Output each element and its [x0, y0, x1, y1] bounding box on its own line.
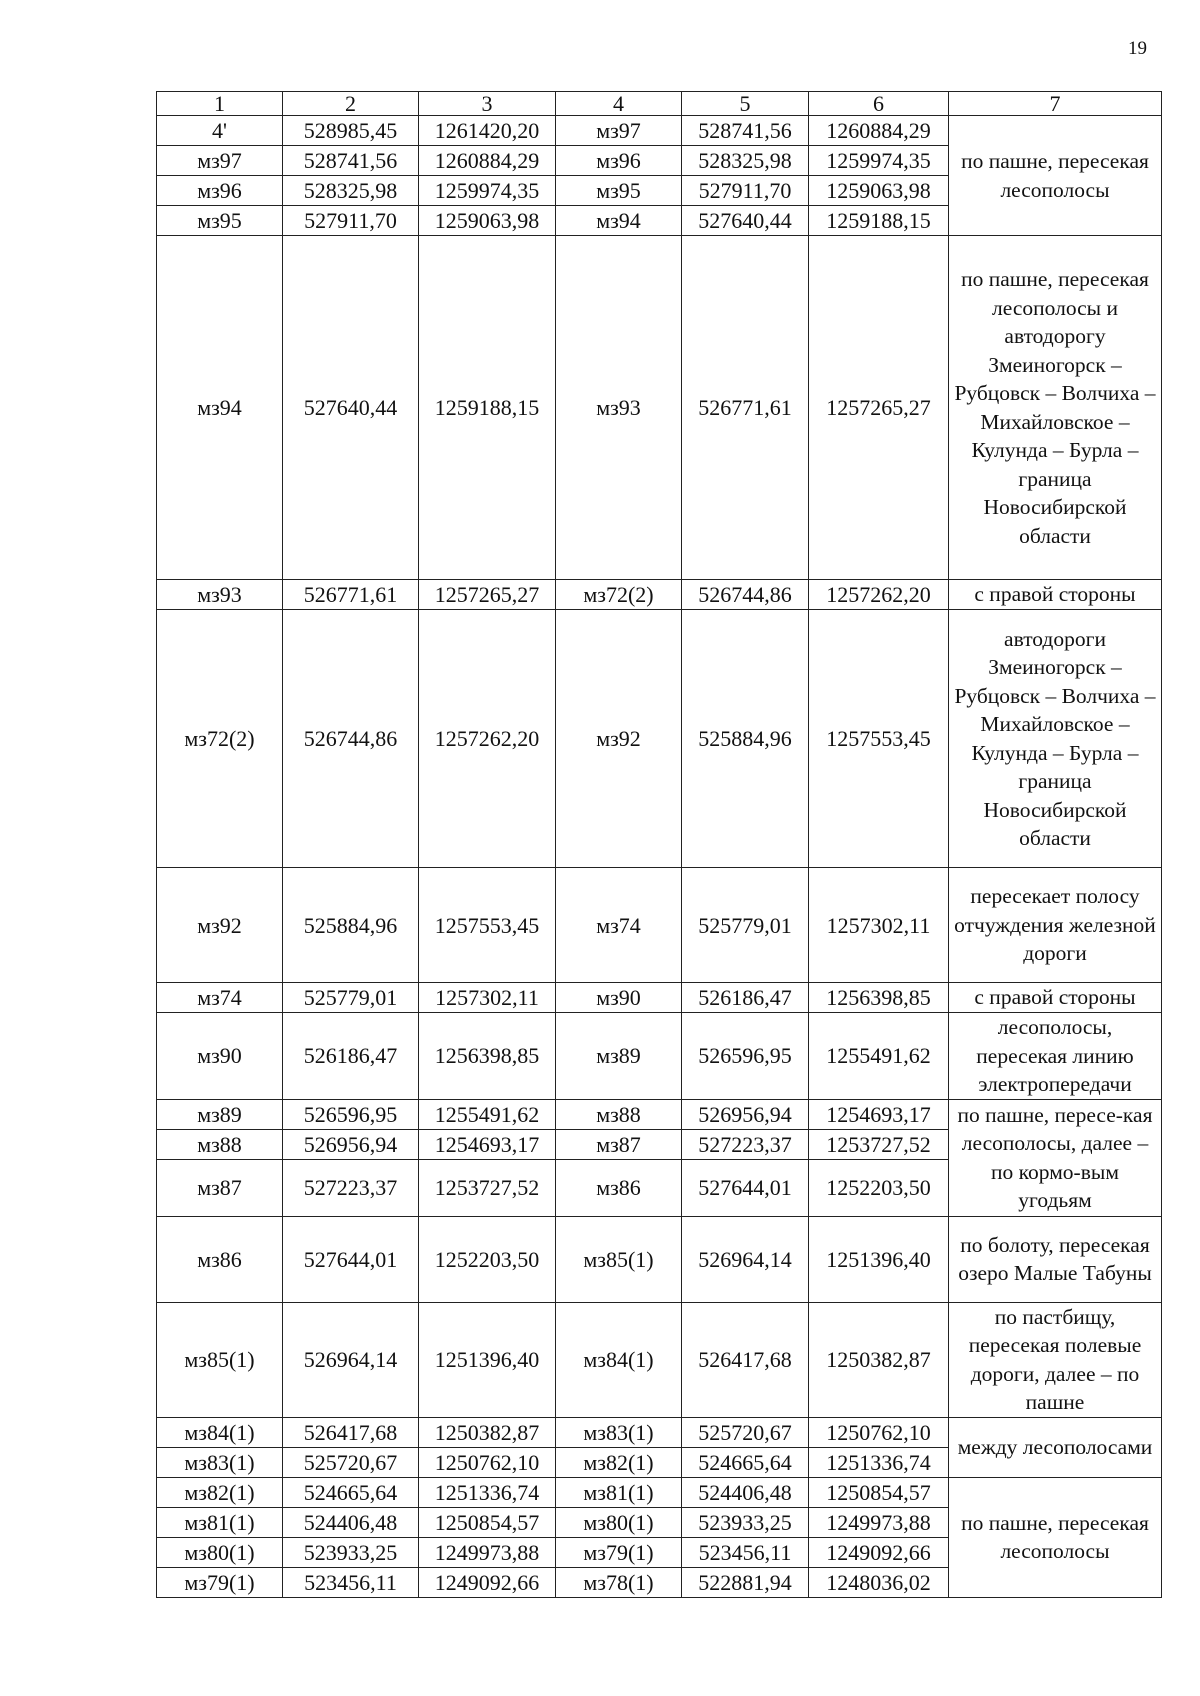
boundary-description-cell: по пашне, пересе-кая лесополосы, далее – по кормо-вым угодьям: [949, 1099, 1162, 1216]
boundary-description-cell: по пашне, пересекая лесополосы: [949, 1477, 1162, 1597]
start-point-cell: мз82(1): [157, 1477, 283, 1507]
start-y-cell: 1259974,35: [419, 176, 556, 206]
table-row: [157, 1013, 1162, 1100]
end-y-cell: 1257302,11: [809, 868, 949, 983]
start-x-cell: 526744,86: [283, 610, 419, 868]
end-x-cell: 524406,48: [682, 1477, 809, 1507]
boundary-description-cell: с правой стороны: [949, 580, 1162, 610]
start-x-cell: 524406,48: [283, 1507, 419, 1537]
start-y-cell: 1250762,10: [419, 1447, 556, 1477]
end-point-cell: мз92: [556, 610, 682, 868]
start-y-cell: 1255491,62: [419, 1099, 556, 1129]
end-point-cell: мз96: [556, 146, 682, 176]
end-x-cell: 523933,25: [682, 1507, 809, 1537]
table-row: [157, 983, 1162, 1013]
end-x-cell: 526417,68: [682, 1302, 809, 1417]
start-x-cell: 527223,37: [283, 1159, 419, 1216]
boundary-description-cell: лесополосы, пересекая линию электропередачи: [949, 1013, 1162, 1100]
header-cell-4: 4: [556, 92, 682, 116]
table-row: [157, 1302, 1162, 1417]
end-y-cell: 1254693,17: [809, 1099, 949, 1129]
start-y-cell: 1260884,29: [419, 146, 556, 176]
end-point-cell: мз88: [556, 1099, 682, 1129]
end-x-cell: 526964,14: [682, 1216, 809, 1302]
boundary-description-cell: по пашне, пересекая лесополосы: [949, 116, 1162, 236]
end-y-cell: 1250854,57: [809, 1477, 949, 1507]
start-point-cell: мз74: [157, 983, 283, 1013]
start-x-cell: 526186,47: [283, 1013, 419, 1100]
end-point-cell: мз86: [556, 1159, 682, 1216]
end-y-cell: 1248036,02: [809, 1567, 949, 1597]
boundary-description-cell: по болоту, пересекая озеро Малые Табуны: [949, 1216, 1162, 1302]
table-row: [157, 1099, 1162, 1129]
start-y-cell: 1249973,88: [419, 1537, 556, 1567]
end-point-cell: мз94: [556, 206, 682, 236]
start-point-cell: мз92: [157, 868, 283, 983]
start-point-cell: мз94: [157, 236, 283, 580]
start-x-cell: 528325,98: [283, 176, 419, 206]
start-point-cell: мз85(1): [157, 1302, 283, 1417]
start-y-cell: 1251336,74: [419, 1477, 556, 1507]
end-y-cell: 1250382,87: [809, 1302, 949, 1417]
table-row: [157, 580, 1162, 610]
table-row: [157, 1417, 1162, 1447]
end-point-cell: мз87: [556, 1129, 682, 1159]
start-point-cell: мз87: [157, 1159, 283, 1216]
start-x-cell: 526417,68: [283, 1417, 419, 1447]
start-y-cell: 1250382,87: [419, 1417, 556, 1447]
start-y-cell: 1259188,15: [419, 236, 556, 580]
end-y-cell: 1259974,35: [809, 146, 949, 176]
start-y-cell: 1257265,27: [419, 580, 556, 610]
start-point-cell: 4': [157, 116, 283, 146]
end-point-cell: мз97: [556, 116, 682, 146]
end-point-cell: мз78(1): [556, 1567, 682, 1597]
start-point-cell: мз81(1): [157, 1507, 283, 1537]
start-point-cell: мз88: [157, 1129, 283, 1159]
end-x-cell: 528741,56: [682, 116, 809, 146]
boundary-description-cell: по пашне, пересекая лесополосы и автодорогу Змеиногорск – Рубцовск – Волчиха – Михайловское – Кулунда – Бурла – граница Новосибирской области: [949, 236, 1162, 580]
start-point-cell: мз80(1): [157, 1537, 283, 1567]
boundary-description-cell: пересекает полосу отчуждения железной дороги: [949, 868, 1162, 983]
start-point-cell: мз86: [157, 1216, 283, 1302]
end-x-cell: 526186,47: [682, 983, 809, 1013]
start-y-cell: 1256398,85: [419, 1013, 556, 1100]
header-cell-6: 6: [809, 92, 949, 116]
end-x-cell: 526956,94: [682, 1099, 809, 1129]
header-row: [157, 92, 1162, 116]
start-y-cell: 1257553,45: [419, 868, 556, 983]
end-x-cell: 526596,95: [682, 1013, 809, 1100]
start-x-cell: 527644,01: [283, 1216, 419, 1302]
end-point-cell: мз84(1): [556, 1302, 682, 1417]
end-point-cell: мз81(1): [556, 1477, 682, 1507]
start-x-cell: 528985,45: [283, 116, 419, 146]
end-point-cell: мз82(1): [556, 1447, 682, 1477]
end-x-cell: 527644,01: [682, 1159, 809, 1216]
end-y-cell: 1257553,45: [809, 610, 949, 868]
end-x-cell: 528325,98: [682, 146, 809, 176]
start-point-cell: мз93: [157, 580, 283, 610]
boundary-description-cell: по пастбищу, пересекая полевые дороги, далее – по пашне: [949, 1302, 1162, 1417]
end-y-cell: 1257265,27: [809, 236, 949, 580]
end-x-cell: 525884,96: [682, 610, 809, 868]
table-row: [157, 236, 1162, 580]
header-cell-7: 7: [949, 92, 1162, 116]
end-x-cell: 527911,70: [682, 176, 809, 206]
end-x-cell: 524665,64: [682, 1447, 809, 1477]
table-row: [157, 1477, 1162, 1507]
start-y-cell: 1259063,98: [419, 206, 556, 236]
start-point-cell: мз72(2): [157, 610, 283, 868]
boundary-coordinates-table: [156, 91, 1162, 1598]
start-point-cell: мз84(1): [157, 1417, 283, 1447]
end-y-cell: 1251336,74: [809, 1447, 949, 1477]
start-x-cell: 525884,96: [283, 868, 419, 983]
end-point-cell: мз80(1): [556, 1507, 682, 1537]
end-x-cell: 525720,67: [682, 1417, 809, 1447]
start-y-cell: 1261420,20: [419, 116, 556, 146]
start-x-cell: 523933,25: [283, 1537, 419, 1567]
end-x-cell: 523456,11: [682, 1537, 809, 1567]
start-x-cell: 527640,44: [283, 236, 419, 580]
end-point-cell: мз85(1): [556, 1216, 682, 1302]
end-point-cell: мз74: [556, 868, 682, 983]
end-point-cell: мз95: [556, 176, 682, 206]
end-x-cell: 527640,44: [682, 206, 809, 236]
start-point-cell: мз96: [157, 176, 283, 206]
start-y-cell: 1257262,20: [419, 610, 556, 868]
end-x-cell: 526771,61: [682, 236, 809, 580]
boundary-description-cell: с правой стороны: [949, 983, 1162, 1013]
end-y-cell: 1259188,15: [809, 206, 949, 236]
start-x-cell: 528741,56: [283, 146, 419, 176]
end-y-cell: 1251396,40: [809, 1216, 949, 1302]
start-point-cell: мз79(1): [157, 1567, 283, 1597]
end-y-cell: 1249092,66: [809, 1537, 949, 1567]
start-point-cell: мз95: [157, 206, 283, 236]
start-point-cell: мз97: [157, 146, 283, 176]
end-point-cell: мз89: [556, 1013, 682, 1100]
table-row: [157, 610, 1162, 868]
table-row: [157, 868, 1162, 983]
start-y-cell: 1251396,40: [419, 1302, 556, 1417]
start-x-cell: 524665,64: [283, 1477, 419, 1507]
page-number: 19: [1128, 38, 1147, 59]
table-row: [157, 1216, 1162, 1302]
start-y-cell: 1250854,57: [419, 1507, 556, 1537]
end-y-cell: 1257262,20: [809, 580, 949, 610]
start-y-cell: 1254693,17: [419, 1129, 556, 1159]
boundary-description-cell: между лесополосами: [949, 1417, 1162, 1477]
end-x-cell: 522881,94: [682, 1567, 809, 1597]
end-y-cell: 1250762,10: [809, 1417, 949, 1447]
end-point-cell: мз79(1): [556, 1537, 682, 1567]
start-point-cell: мз90: [157, 1013, 283, 1100]
end-y-cell: 1256398,85: [809, 983, 949, 1013]
start-x-cell: 527911,70: [283, 206, 419, 236]
start-y-cell: 1249092,66: [419, 1567, 556, 1597]
end-x-cell: 526744,86: [682, 580, 809, 610]
header-cell-1: 1: [157, 92, 283, 116]
header-cell-3: 3: [419, 92, 556, 116]
end-x-cell: 527223,37: [682, 1129, 809, 1159]
end-y-cell: 1259063,98: [809, 176, 949, 206]
start-point-cell: мз83(1): [157, 1447, 283, 1477]
end-x-cell: 525779,01: [682, 868, 809, 983]
start-x-cell: 526964,14: [283, 1302, 419, 1417]
boundary-description-cell: автодороги Змеиногорск – Рубцовск – Волчиха – Михайловское – Кулунда – Бурла – граница Новосибирской области: [949, 610, 1162, 868]
header-cell-5: 5: [682, 92, 809, 116]
start-y-cell: 1253727,52: [419, 1159, 556, 1216]
table-row: [157, 116, 1162, 146]
start-x-cell: 526596,95: [283, 1099, 419, 1129]
start-x-cell: 525720,67: [283, 1447, 419, 1477]
end-y-cell: 1253727,52: [809, 1129, 949, 1159]
end-y-cell: 1260884,29: [809, 116, 949, 146]
end-point-cell: мз72(2): [556, 580, 682, 610]
start-y-cell: 1252203,50: [419, 1216, 556, 1302]
start-x-cell: 526771,61: [283, 580, 419, 610]
start-y-cell: 1257302,11: [419, 983, 556, 1013]
end-point-cell: мз90: [556, 983, 682, 1013]
end-y-cell: 1255491,62: [809, 1013, 949, 1100]
end-y-cell: 1249973,88: [809, 1507, 949, 1537]
end-point-cell: мз93: [556, 236, 682, 580]
start-x-cell: 523456,11: [283, 1567, 419, 1597]
start-point-cell: мз89: [157, 1099, 283, 1129]
start-x-cell: 525779,01: [283, 983, 419, 1013]
end-y-cell: 1252203,50: [809, 1159, 949, 1216]
start-x-cell: 526956,94: [283, 1129, 419, 1159]
end-point-cell: мз83(1): [556, 1417, 682, 1447]
header-cell-2: 2: [283, 92, 419, 116]
